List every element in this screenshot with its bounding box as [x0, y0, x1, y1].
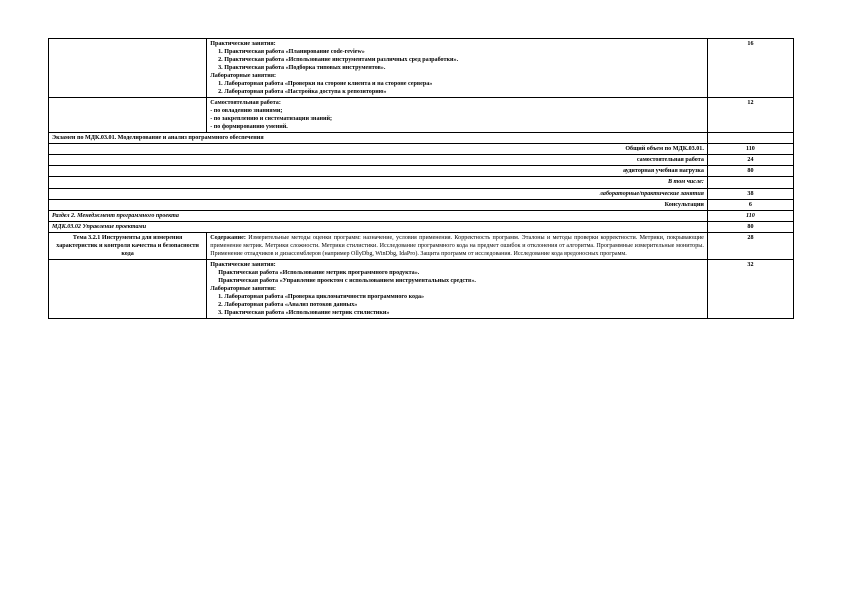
- cell-including-label: В том числе:: [49, 177, 708, 188]
- cell-hours: 110: [707, 144, 793, 155]
- table-row: [49, 98, 794, 133]
- table-row: [49, 188, 794, 199]
- cell-hours: 24: [707, 155, 793, 166]
- cell-hours: 12: [707, 98, 793, 133]
- list-item: - по овладению знаниями;: [210, 108, 283, 115]
- table-row: [49, 221, 794, 232]
- cell-hours: 6: [707, 199, 793, 210]
- cell-hours: 32: [707, 259, 793, 318]
- content-lead: Содержание:: [210, 234, 246, 241]
- list-item: 3. Практическая работа «Использование метрик стилистики»: [224, 309, 704, 317]
- table-row: [49, 177, 794, 188]
- independent-work-heading: Самостоятельная работа:: [210, 100, 281, 107]
- cell-content: [207, 98, 708, 133]
- list-item: - по закреплению и систематизации знаний;: [210, 116, 333, 123]
- list-item: [210, 277, 704, 285]
- table-row: [49, 259, 794, 318]
- table-row: [49, 199, 794, 210]
- table-row: [49, 166, 794, 177]
- cell-hours: 110: [707, 210, 793, 221]
- table-row: [49, 232, 794, 259]
- cell-topic: [49, 39, 207, 98]
- list-item: 2. Практическая работа «Использование инструментами различных сред разработки».: [224, 56, 704, 64]
- table-row: [49, 155, 794, 166]
- cell-hours: 80: [707, 166, 793, 177]
- practical-list: [210, 48, 704, 72]
- cell-total-volume-label: Общий объем по МДК.03.01.: [49, 144, 708, 155]
- cell-content: [207, 259, 708, 318]
- table-row: [49, 144, 794, 155]
- list-item: 3. Практическая работа «Подборка типовых инструментов».: [224, 64, 704, 72]
- table-row: [49, 210, 794, 221]
- table-row: [49, 133, 794, 144]
- list-item: 1. Лабораторная работа «Проверка цикломатичности программного кода»: [224, 293, 704, 301]
- cell-section-2-label: Раздел 2. Менеджмент программного проекта: [49, 210, 708, 221]
- cell-independent-total-label: самостоятельная работа: [49, 155, 708, 166]
- cell-hours: 16: [707, 39, 793, 98]
- list-item: 2. Лабораторная работа «Анализ потоков данных»: [224, 301, 704, 309]
- cell-hours: [707, 133, 793, 144]
- list-item-text: Практическая работа «Управление проектом с использованием инструментальных средств».: [218, 277, 476, 284]
- cell-hours: [707, 177, 793, 188]
- lab-list: [210, 80, 704, 96]
- cell-topic: [49, 259, 207, 318]
- cell-classroom-load-label: аудиторная учебная нагрузка: [49, 166, 708, 177]
- cell-exam-label: Экзамен по МДК.03.01. Моделирование и анализ программного обеспечения: [49, 133, 708, 144]
- cell-hours: 80: [707, 221, 793, 232]
- list-item: [210, 269, 704, 277]
- cell-lab-practical-label: лабораторные/практические занятия: [49, 188, 708, 199]
- cell-content: [207, 39, 708, 98]
- cell-hours: 38: [707, 188, 793, 199]
- curriculum-table: [48, 38, 794, 319]
- list-item: 1. Практическая работа «Планирование code-review»: [224, 48, 704, 56]
- practical-list: [210, 269, 704, 285]
- list-item: - по формированию умений.: [210, 124, 288, 131]
- cell-topic: Тема 3.2.1 Инструменты для измерения характеристик и контроля качества и безопасности кода: [49, 232, 207, 259]
- list-item: 2. Лабораторная работа «Настройка доступа к репозиторию»: [224, 88, 704, 96]
- list-item: 1. Лабораторная работа «Проверки на стороне клиента и на стороне сервера»: [224, 80, 704, 88]
- practical-heading: Практические занятия:: [210, 41, 276, 47]
- table-row: [49, 39, 794, 98]
- lab-list: [210, 293, 704, 317]
- list-item-text: Практическая работа «Использование метрик программного продукта».: [218, 269, 420, 276]
- cell-hours: 28: [707, 232, 793, 259]
- lab-heading: Лабораторные занятия:: [210, 73, 277, 80]
- practical-heading: Практические занятия:: [210, 261, 276, 268]
- lab-heading: Лабораторные занятия:: [210, 285, 277, 292]
- content-text: Измерительные методы оценки программ: назначение, условия применения. Корректность программ. Эталоны и методы проверки корректности. Метрики, покрывающие применение метрик. Метрики сложности. Метрики стилистики. Исследование программного кода на предмет ошибок и отклонения от алгоритма. Программные измерительные мониторы. Применение отладчиков и дизассемблеров (например OllyDbg, WinDbg, IdaPro). Защита программ от исследования. Исследование кода вредоносных программ.: [210, 234, 704, 257]
- cell-mdk-0302-label: МДК.03.02 Управление проектами: [49, 221, 708, 232]
- independent-work-list: [210, 107, 704, 131]
- cell-content: [207, 232, 708, 259]
- cell-topic: [49, 98, 207, 133]
- cell-consultations-label: Консультации: [49, 199, 708, 210]
